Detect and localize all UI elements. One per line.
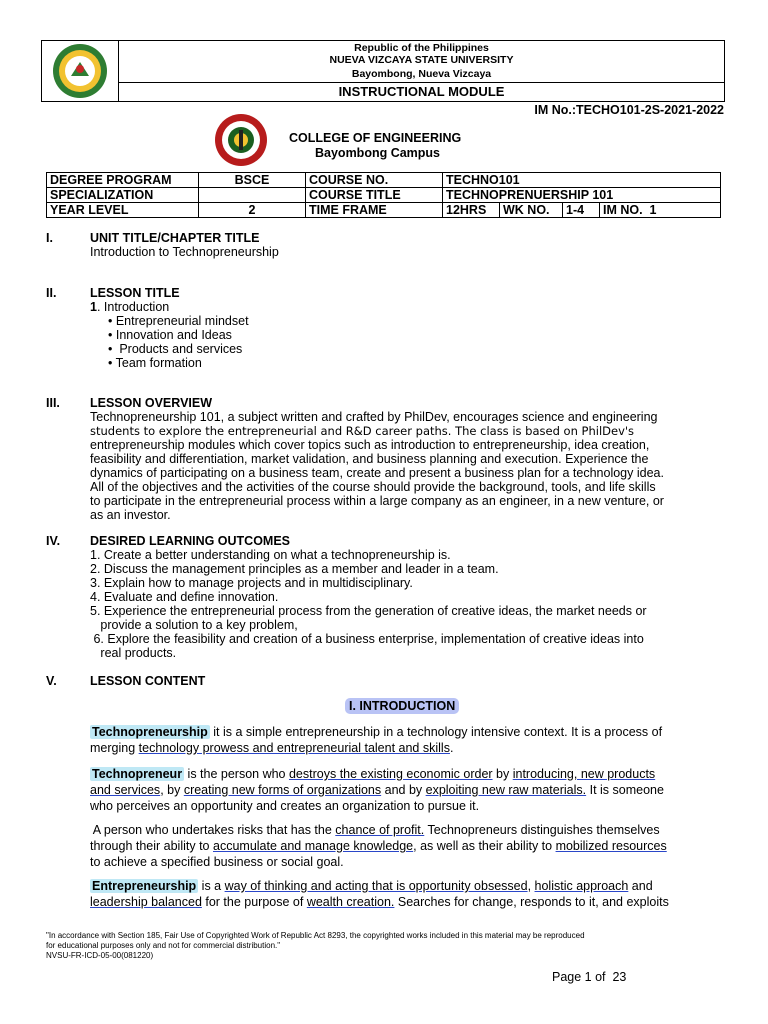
- text-line: who perceives an opportunity and creates an organization to pursue it.: [90, 799, 480, 813]
- table-row: [47, 173, 721, 188]
- course-no-value: TECHNO101: [443, 173, 721, 188]
- outcome-line: provide a solution to a key problem,: [90, 618, 298, 632]
- degree-value: BSCE: [199, 173, 306, 188]
- im-cell: [600, 203, 721, 218]
- text-span: Searches for change, responds to it, and exploits: [394, 895, 669, 909]
- im-number: IM No.:TECHO101-2S-2021-2022: [534, 103, 724, 117]
- text-span: it is a simple entrepreneurship in a technology intensive context. It is a process of: [209, 725, 663, 739]
- text-span: , as well as their ability to: [413, 839, 556, 853]
- text-line: to achieve a specified business or social goal.: [90, 855, 344, 869]
- outcome-line: 2. Discuss the management principles as a member and leader in a team.: [90, 562, 499, 576]
- underlined-phrase: leadership balanced: [90, 895, 202, 909]
- im-value: 1: [649, 203, 657, 217]
- text-span: and: [628, 879, 653, 893]
- year-value: 2: [199, 203, 306, 218]
- wk-value: 1-4: [563, 203, 600, 218]
- section-4-title: DESIRED LEARNING OUTCOMES: [90, 534, 291, 548]
- spec-label: SPECIALIZATION: [47, 188, 199, 203]
- underlined-phrase: creating new forms of organizations: [183, 783, 382, 797]
- republic-text: Republic of the Philippines: [354, 42, 489, 54]
- course-info-table: [46, 172, 721, 218]
- text-span: and by: [381, 783, 426, 797]
- table-row: [47, 203, 721, 218]
- text-span: merging: [90, 741, 139, 755]
- outcome-line: 1. Create a better understanding on what a technopreneurship is.: [90, 548, 451, 562]
- underlined-phrase: and services: [90, 783, 161, 797]
- overview-line: students to explore the entrepreneurial and R&D career paths. The class is based on PhilDev's: [90, 424, 635, 438]
- logo-cell: [42, 41, 119, 101]
- outcome-line: 6. Explore the feasibility and creation of a business enterprise, implementation of creative ideas into: [90, 632, 644, 646]
- college-name: COLLEGE OF ENGINEERING: [289, 131, 462, 145]
- section-5-number: V.: [46, 674, 57, 688]
- section-1-number: I.: [46, 231, 53, 245]
- copyright-line-2: for educational purposes only and not for commercial distribution.": [46, 941, 281, 950]
- outcome-line: 3. Explain how to manage projects and in multidisciplinary.: [90, 576, 413, 590]
- text-span: A person who undertakes risks that has the: [90, 823, 336, 837]
- section-5-title: LESSON CONTENT: [90, 674, 206, 688]
- underlined-phrase: accumulate and manage knowledge: [213, 839, 414, 853]
- spec-value: [199, 188, 306, 203]
- underlined-phrase: exploiting new raw materials.: [425, 783, 587, 797]
- list-item: • Products and services: [108, 342, 243, 356]
- underlined-phrase: wealth creation.: [306, 895, 395, 909]
- overview-line: to participate in the entrepreneurial process within a large company as an engineer, in a new venture, or: [90, 494, 664, 508]
- underlined-phrase: technology prowess and entrepreneurial talent and skills: [138, 741, 450, 755]
- overview-line: Technopreneurship 101, a subject written and crafted by PhilDev, encourages science and engineering: [90, 410, 658, 424]
- course-no-label: COURSE NO.: [306, 173, 443, 188]
- im-label: IM NO.: [603, 203, 643, 217]
- header-title-block: [119, 41, 724, 83]
- table-row: [47, 188, 721, 203]
- lesson-intro-number: 1: [90, 300, 97, 314]
- text-span: for the purpose of: [201, 895, 307, 909]
- introduction-heading: [345, 699, 459, 713]
- outcome-line: real products.: [90, 646, 177, 660]
- underlined-phrase: introducing, new products: [512, 767, 656, 781]
- university-seal-icon: [44, 42, 116, 100]
- outcome-line: 4. Evaluate and define innovation.: [90, 590, 279, 604]
- text-span: is a: [198, 879, 225, 893]
- paragraph-technopreneurship: [90, 724, 723, 756]
- time-label: TIME FRAME: [306, 203, 443, 218]
- college-block: [289, 131, 461, 161]
- section-3-number: III.: [46, 396, 60, 410]
- text-span: is the person who: [184, 767, 289, 781]
- paragraph-risk-taker: [90, 822, 723, 870]
- college-seal-icon: [210, 112, 272, 168]
- text-span: , by: [160, 783, 184, 797]
- underlined-phrase: holistic approach: [534, 879, 629, 893]
- overview-line: feasibility and differentiation, market validation, and business planning and execution. Experience the: [90, 452, 649, 466]
- course-title-value: TECHNOPRENUERSHIP 101: [443, 188, 721, 203]
- section-3-title: LESSON OVERVIEW: [90, 396, 213, 410]
- list-item: • Innovation and Ideas: [108, 328, 232, 342]
- module-title: INSTRUCTIONAL MODULE: [338, 84, 505, 99]
- underlined-phrase: mobilized resources: [555, 839, 667, 853]
- overview-line: dynamics of participating on a business team, create and present a business plan for a technology idea.: [90, 466, 664, 480]
- college-campus: Bayombong Campus: [315, 146, 441, 160]
- time-value: 12HRS: [443, 203, 500, 218]
- term-technopreneur: Technopreneur: [92, 767, 183, 781]
- section-1-title: UNIT TITLE/CHAPTER TITLE: [90, 231, 260, 245]
- overview-line: as an investor.: [90, 508, 171, 522]
- text-span: It is someone: [586, 783, 664, 797]
- header-table: [41, 40, 725, 102]
- paragraph-technopreneur: [90, 766, 723, 814]
- section-1-body: Introduction to Technopreneurship: [90, 245, 279, 259]
- section-4-number: IV.: [46, 534, 61, 548]
- wk-label: WK NO.: [500, 203, 563, 218]
- overview-line: All of the objectives and the activities of the course should provide the background, tools, and life skills: [90, 480, 656, 494]
- term-entrepreneurship: Entrepreneurship: [92, 879, 197, 893]
- list-item: • Entrepreneurial mindset: [108, 314, 249, 328]
- overview-line: entrepreneurship modules which cover topics such as introduction to entrepreneurship, idea creation,: [90, 438, 650, 452]
- form-code: NVSU-FR-ICD-05-00(081220): [46, 951, 154, 960]
- degree-label: DEGREE PROGRAM: [47, 173, 199, 188]
- term-technopreneurship: Technopreneurship: [92, 725, 208, 739]
- text-span: through their ability to: [90, 839, 213, 853]
- university-location: Bayombong, Nueva Vizcaya: [351, 68, 492, 80]
- text-span: ,: [527, 879, 535, 893]
- underlined-phrase: destroys the existing economic order: [288, 767, 493, 781]
- lesson-intro-text: . Introduction: [96, 300, 170, 314]
- list-item: • Team formation: [108, 356, 202, 370]
- lesson-intro: [90, 300, 169, 314]
- year-label: YEAR LEVEL: [47, 203, 199, 218]
- section-2-number: II.: [46, 286, 57, 300]
- section-2-title: LESSON TITLE: [90, 286, 180, 300]
- text-span: by: [492, 767, 513, 781]
- paragraph-entrepreneurship: [90, 878, 723, 910]
- page-number: Page 1 of 23: [552, 970, 627, 984]
- underlined-phrase: chance of profit.: [335, 823, 425, 837]
- copyright-line-1: "In accordance with Section 185, Fair Use of Copyrighted Work of Republic Act 8293, the copyrighted works included in this material may be reproduced: [46, 931, 585, 940]
- university-name: NUEVA VIZCAYA STATE UNIVERSITY: [329, 54, 514, 66]
- text-span: Technopreneurs distinguishes themselves: [424, 823, 660, 837]
- underlined-phrase: way of thinking and acting that is opportunity obsessed: [224, 879, 528, 893]
- course-title-label: COURSE TITLE: [306, 188, 443, 203]
- text-span: .: [449, 741, 454, 755]
- introduction-heading-text: I. INTRODUCTION: [345, 698, 459, 714]
- outcome-line: 5. Experience the entrepreneurial process from the generation of creative ideas, the market needs or: [90, 604, 647, 618]
